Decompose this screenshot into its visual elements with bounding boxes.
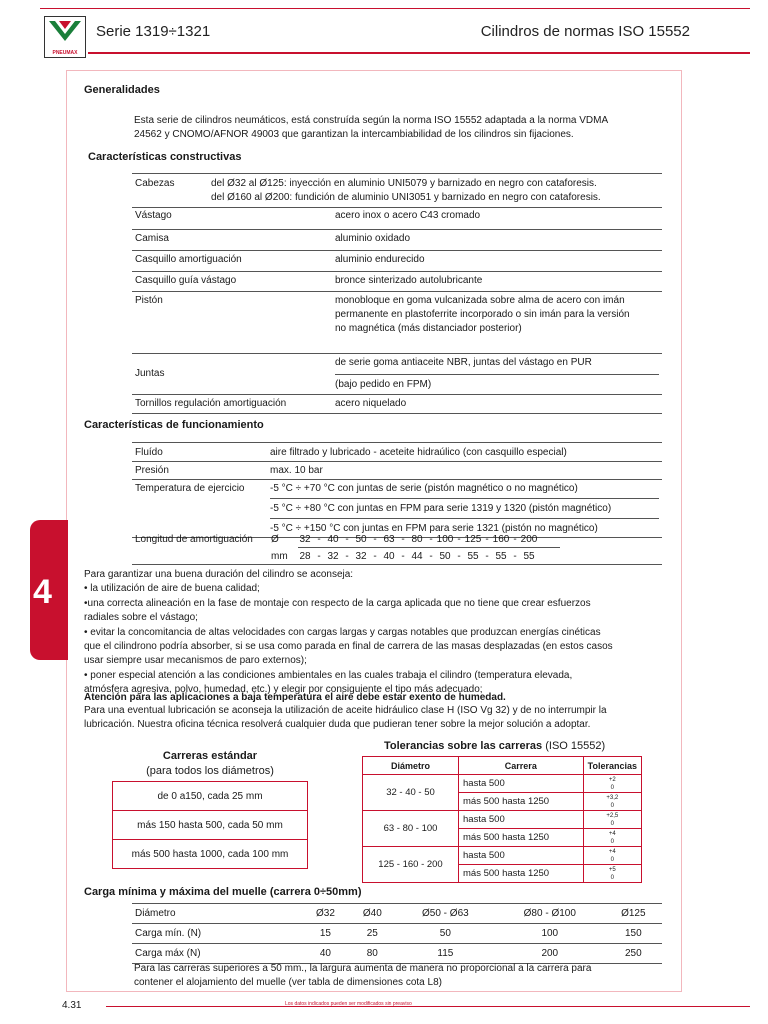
- table-row: [132, 175, 662, 208]
- tolerancias-title-bold: Tolerancias sobre las carreras: [384, 740, 543, 752]
- table-row: [132, 229, 662, 250]
- separator: -: [513, 551, 517, 562]
- amort-rule: [298, 547, 560, 548]
- row-key: Carga mín. (N): [135, 928, 202, 939]
- length-value: 55: [495, 551, 507, 562]
- tol-cell: [583, 829, 641, 847]
- tol-lower: 0: [610, 820, 614, 827]
- separator: -: [457, 534, 461, 545]
- tol-cell: [583, 811, 641, 829]
- recommendations: [84, 568, 674, 698]
- constructivas-table-2: [132, 207, 662, 414]
- table-row: [363, 847, 642, 865]
- table-row: [363, 811, 642, 829]
- separator: -: [373, 551, 377, 562]
- separator: -: [429, 551, 433, 562]
- tol-lower: 0: [610, 856, 614, 863]
- diameter-value: 32: [299, 534, 311, 545]
- diameter-value: 100: [436, 534, 454, 545]
- tolerancias-title-rest: (ISO 15552): [542, 740, 606, 752]
- tolerancias-title: [384, 740, 605, 752]
- row-key: Camisa: [135, 232, 169, 244]
- carrera-cell: hasta 500: [459, 775, 584, 793]
- length-value: 50: [439, 551, 451, 562]
- diameter-value: 80: [411, 534, 423, 545]
- table-cell: 50: [439, 928, 451, 939]
- table-cell: de 0 a150, cada 25 mm: [113, 782, 308, 811]
- tol-cell: [583, 847, 641, 865]
- carrera-cell: más 500 hasta 1250: [459, 865, 584, 883]
- tol-cell: [583, 775, 641, 793]
- chapter-number: 4: [33, 573, 52, 611]
- table-bottom-rule: [132, 564, 662, 565]
- generalidades-line-1: Esta serie de cilindros neumáticos, está construída según la norma ISO 15552 adaptada a la norma VDMA: [134, 115, 609, 126]
- carreras-subtitle: (para todos los diámetros): [146, 765, 274, 777]
- carrera-cell: hasta 500: [459, 811, 584, 829]
- recommendation-line: usar siempre usar mecanismos de paro externos);: [84, 655, 307, 667]
- table-row: [132, 207, 662, 229]
- row-key: Carga máx (N): [135, 948, 201, 959]
- row-value-line: monobloque en goma vulcanizada sobre alma de acero con imán: [335, 294, 625, 306]
- table-cell: Ø80 - Ø100: [523, 908, 576, 919]
- table-row: [132, 271, 662, 291]
- row-key: Diámetro: [135, 908, 176, 919]
- length-value: 55: [523, 551, 535, 562]
- diameter-value: 63: [383, 534, 395, 545]
- table-cell: 150: [624, 928, 642, 939]
- table-cell: 80: [366, 948, 378, 959]
- separator: -: [317, 534, 321, 545]
- section-heading-generalidades: Generalidades: [84, 84, 160, 96]
- row-value: bronce sinterizado autolubricante: [335, 274, 483, 286]
- carreras-table: [112, 781, 308, 869]
- table-cell: 115: [437, 948, 454, 959]
- tol-lower: 0: [610, 838, 614, 845]
- tolerancias-table: [362, 756, 642, 883]
- diam-cell: 63 - 80 - 100: [363, 811, 459, 847]
- warning-text: Atención para las aplicaciones a baja temperatura el aire debe estar exento de humedad.: [84, 692, 506, 703]
- row-value-line: no magnética (más distanciador posterior): [335, 322, 522, 334]
- recommendation-line: que el cilindrono podría absorber, si se usa como parada en final de carrera de las masas desplazadas (en estos casos: [84, 641, 613, 653]
- table-row: [113, 782, 308, 811]
- table-cell: 250: [624, 948, 642, 959]
- row-value: [332, 291, 662, 353]
- carrera-cell: más 500 hasta 1250: [459, 829, 584, 847]
- diameter-value: 40: [327, 534, 339, 545]
- diameter-value: 200: [520, 534, 538, 545]
- col-header: Tolerancias: [583, 757, 641, 775]
- length-value: 55: [467, 551, 479, 562]
- row-value: [208, 175, 662, 208]
- diam-cell: 125 - 160 - 200: [363, 847, 459, 883]
- diam-cell: 32 - 40 - 50: [363, 775, 459, 811]
- separator: -: [345, 551, 349, 562]
- row-key: Presión: [135, 465, 169, 476]
- lubrication-line-2: lubricación. Nuestra oficina técnica resolverá cualquier duda que pudieran tener sobre la mejor solución a adoptar.: [84, 719, 591, 730]
- separator: -: [457, 551, 461, 562]
- table-cell: Ø32: [315, 908, 335, 919]
- row-value-line: -5 °C ÷ +80 °C con juntas en FPM para serie 1319 y 1320 (pistón magnético): [270, 499, 659, 519]
- table-row: [132, 250, 662, 271]
- tol-lower: 0: [610, 874, 614, 881]
- recommendation-line: radiales sobre el vástago;: [84, 612, 198, 624]
- separator: -: [317, 551, 321, 562]
- row-value-line: del Ø160 al Ø200: fundición de aluminio UNI3051 y barnizado en negro con cataforesis.: [211, 192, 601, 203]
- length-value: 32: [355, 551, 367, 562]
- section-heading-muelle: Carga mínima y máxima del muelle (carrera 0÷50mm): [84, 886, 362, 898]
- row-key: Casquillo guía vástago: [135, 274, 237, 286]
- carrera-cell: hasta 500: [459, 847, 584, 865]
- table-row: [113, 811, 308, 840]
- row-value-line: -5 °C ÷ +70 °C con juntas de serie (pistón magnético o no magnético): [270, 481, 659, 499]
- length-value: 32: [327, 551, 339, 562]
- tol-cell: [583, 793, 641, 811]
- recommendation-line: Para garantizar una buena duración del cilindro se aconseja:: [84, 569, 354, 580]
- row-value-line: -5 °C ÷ +150 °C con juntas en FPM para serie 1321 (pistón no magnético): [270, 523, 598, 534]
- row-value: aluminio endurecido: [335, 253, 425, 265]
- tol-upper: +4: [608, 848, 616, 855]
- recommendation-line: • la utilización de aire de buena calidad;: [84, 583, 260, 595]
- footer-rule: [106, 1006, 750, 1007]
- table-cell: 25: [366, 928, 378, 939]
- table-row: [132, 462, 662, 480]
- row-value-line: (bajo pedido en FPM): [335, 378, 432, 390]
- row-value: max. 10 bar: [270, 465, 323, 476]
- table-cell: 15: [319, 928, 331, 939]
- table-row: [113, 840, 308, 869]
- length-value: 44: [411, 551, 423, 562]
- row-value: aluminio oxidado: [335, 232, 411, 244]
- diam-symbol: Ø: [271, 534, 279, 545]
- recommendation-line: • evitar la concomitancia de altas velocidades con cargas largas y cargas notables que produzcan energías cinéticas: [84, 626, 601, 638]
- recommendation-line: •una correcta alineación en la fase de montaje con respecto de la carga aplicada que no tiene que crear esfuerzos: [84, 597, 591, 609]
- series-label: Serie 1319÷1321: [96, 23, 211, 40]
- generalidades-line-2: 24562 y CNOMO/AFNOR 49003 que garantizan la intercambiabilidad de los cilindros sin fijaciones.: [134, 129, 574, 140]
- row-value: acero niquelado: [335, 397, 407, 409]
- tol-upper: +2: [608, 776, 616, 783]
- tol-lower: 0: [610, 802, 614, 809]
- table-top-rule: [132, 173, 662, 174]
- section-heading-constructivas: Características constructivas: [88, 151, 242, 163]
- row-value-line: permanente en plastoferrite incorporado o sin imán para la versión: [335, 308, 630, 320]
- row-key: Fluído: [135, 447, 163, 458]
- amortiguacion-label: Longitud de amortiguación: [135, 534, 253, 545]
- top-rule: [40, 8, 750, 9]
- separator: -: [401, 551, 405, 562]
- mm-label: mm: [271, 551, 288, 562]
- table-cell: Ø40: [362, 908, 382, 919]
- funcionamiento-table: [132, 444, 662, 538]
- diameter-value: 160: [492, 534, 510, 545]
- tol-upper: +3,2: [606, 794, 619, 801]
- muelle-note-1: Para las carreras superiores a 50 mm., la largura aumenta de manera no proporcional a la carrera para: [134, 963, 592, 974]
- amort-diameters: [296, 534, 538, 545]
- recommendation-line: atmósfera agresiva, polvo, humedad, etc.) y elegir por consiguiente el tipo más adecuado;: [84, 684, 483, 696]
- table-cell: 40: [319, 948, 331, 959]
- table-cell: 100: [541, 928, 559, 939]
- row-key: Casquillo amortiguación: [135, 253, 242, 265]
- table-cell: más 150 hasta 500, cada 50 mm: [113, 811, 308, 840]
- row-key: Pistón: [135, 294, 163, 306]
- col-header: Carrera: [459, 757, 584, 775]
- carreras-title: Carreras estándar: [162, 750, 258, 762]
- header-rule: [88, 52, 750, 54]
- row-key: Tornillos regulación amortiguación: [135, 397, 287, 409]
- tol-upper: +2,5: [606, 812, 619, 819]
- separator: -: [373, 534, 377, 545]
- table-row: [132, 480, 662, 538]
- table-header-row: [363, 757, 642, 775]
- row-key: Juntas: [135, 367, 165, 379]
- separator: -: [485, 534, 489, 545]
- muelle-table: [132, 904, 662, 964]
- lubrication-line-1: Para una eventual lubricación se aconseja la utilización de aceite hidráulico clase H (ISO Vg 32) y de no interrumpir la: [84, 705, 607, 716]
- logo-mark-icon: [45, 17, 85, 49]
- tol-lower: 0: [610, 784, 614, 791]
- table-row: [132, 394, 662, 413]
- footer-note: Los datos indicados pueden ser modificados sin preaviso: [285, 1001, 412, 1007]
- page-number: 4.31: [62, 1000, 82, 1011]
- diameter-value: 125: [464, 534, 482, 545]
- recommendation-line: • poner especial atención a las condiciones ambientales en las cuales trabaja el cilindro (temperatura elevada,: [84, 669, 573, 681]
- length-value: 28: [299, 551, 311, 562]
- row-key: Vástago: [135, 210, 172, 221]
- page-title: Cilindros de normas ISO 15552: [480, 23, 690, 40]
- muelle-note-2: contener el alojamiento del muelle (ver tabla de dimensiones cota L8): [134, 977, 442, 988]
- separator: -: [345, 534, 349, 545]
- tol-upper: +4: [608, 830, 616, 837]
- row-value: [267, 480, 662, 538]
- row-value: [332, 353, 662, 394]
- table-top-rule: [132, 442, 662, 443]
- row-value: acero inox o acero C43 cromado: [335, 210, 481, 221]
- row-key: Cabezas: [135, 178, 175, 189]
- table-row: [132, 924, 662, 944]
- constructivas-table: [132, 175, 662, 208]
- table-cell: más 500 hasta 1000, cada 100 mm: [113, 840, 308, 869]
- table-cell: Ø125: [621, 908, 646, 919]
- row-value-line: de serie goma antiaceite NBR, juntas del vástago en PUR: [335, 356, 659, 375]
- amort-lengths: [296, 551, 538, 562]
- table-row: [132, 353, 662, 394]
- section-heading-funcionamiento: Características de funcionamiento: [84, 419, 264, 431]
- logo-text: PNEUMAX: [52, 50, 78, 56]
- carrera-cell: más 500 hasta 1250: [459, 793, 584, 811]
- tol-upper: +5: [608, 866, 616, 873]
- separator: -: [513, 534, 517, 545]
- table-row: [132, 904, 662, 924]
- tol-cell: [583, 865, 641, 883]
- length-value: 40: [383, 551, 395, 562]
- col-header: Diámetro: [363, 757, 459, 775]
- separator: -: [401, 534, 405, 545]
- table-row: [132, 291, 662, 353]
- diameter-value: 50: [355, 534, 367, 545]
- row-key: Temperatura de ejercicio: [135, 483, 245, 494]
- separator: -: [485, 551, 489, 562]
- table-row: [132, 444, 662, 462]
- table-cell: 200: [541, 948, 559, 959]
- brand-logo: [44, 16, 86, 58]
- row-value-line: del Ø32 al Ø125: inyección en aluminio UNI5079 y barnizado en negro con cataforesis.: [211, 178, 597, 189]
- row-value: aire filtrado y lubricado - aceteite hidraúlico (con casquillo especial): [270, 447, 567, 458]
- table-cell: Ø50 - Ø63: [422, 908, 469, 919]
- table-row: [363, 775, 642, 793]
- separator: -: [429, 534, 433, 545]
